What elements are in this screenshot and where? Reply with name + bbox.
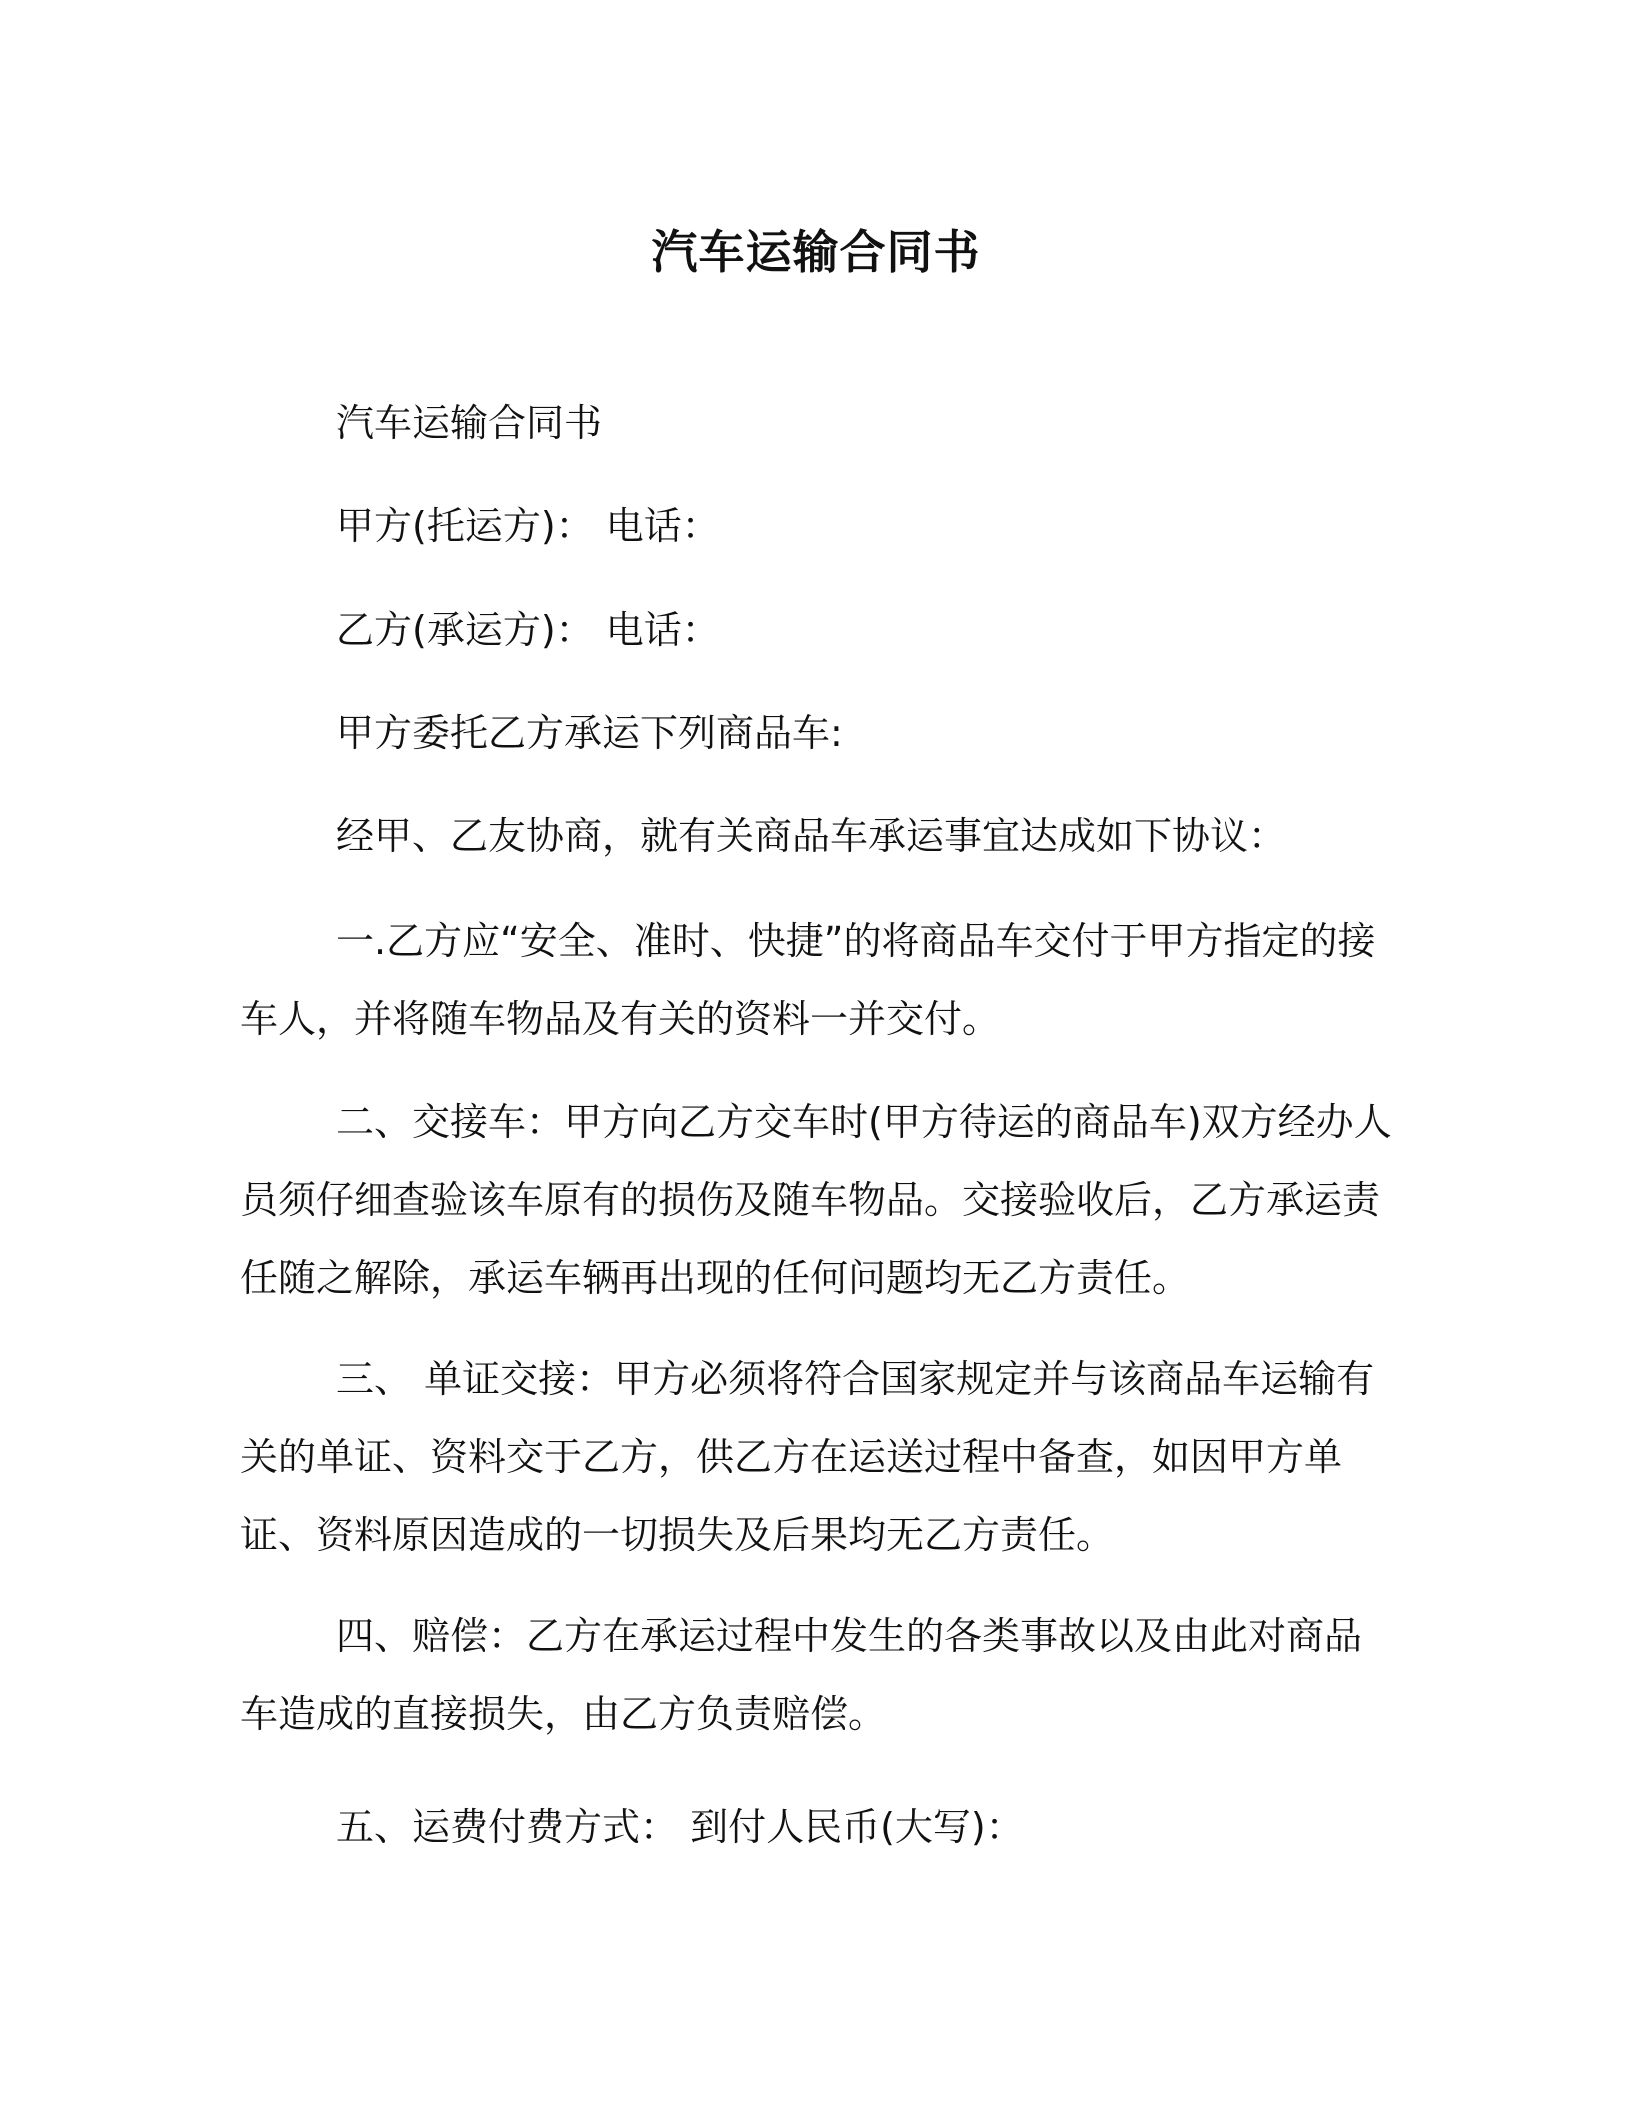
- clause-5: 五、运费付费方式： 到付人民币(大写)：: [336, 1805, 1024, 1849]
- agreement-line: 经甲、乙友协商，就有关商品车承运事宜达成如下协议：: [336, 814, 1287, 858]
- clause-4: 四、赔偿：乙方在承运过程中发生的各类事故以及由此对商品车造成的直接损失，由乙方负责赔偿。: [240, 1614, 1363, 1736]
- clause-2: 二、交接车：甲方向乙方交车时(甲方待运的商品车)双方经办人员须仔细查验该车原有的损伤及随车物品。交接验收后，乙方承运责任随之解除，承运车辆再出现的任何问题均无乙方责任。: [240, 1100, 1392, 1300]
- party-a-line: 甲方(托运方)： 电话：: [336, 504, 720, 548]
- clause-3: 三、 单证交接：甲方必须将符合国家规定并与该商品车运输有关的单证、资料交于乙方，供乙方在运送过程中备查，如因甲方单证、资料原因造成的一切损失及后果均无乙方责任。: [240, 1357, 1375, 1557]
- clause-1: 一.乙方应“安全、准时、快捷”的将商品车交付于甲方指定的接车人，并将随车物品及有关的资料一并交付。: [240, 919, 1376, 1041]
- entrust-line: 甲方委托乙方承运下列商品车:: [336, 711, 843, 755]
- party-b-line: 乙方(承运方)： 电话：: [336, 608, 720, 652]
- document-title: 汽车运输合同书: [651, 225, 981, 279]
- subtitle-line: 汽车运输合同书: [336, 401, 603, 445]
